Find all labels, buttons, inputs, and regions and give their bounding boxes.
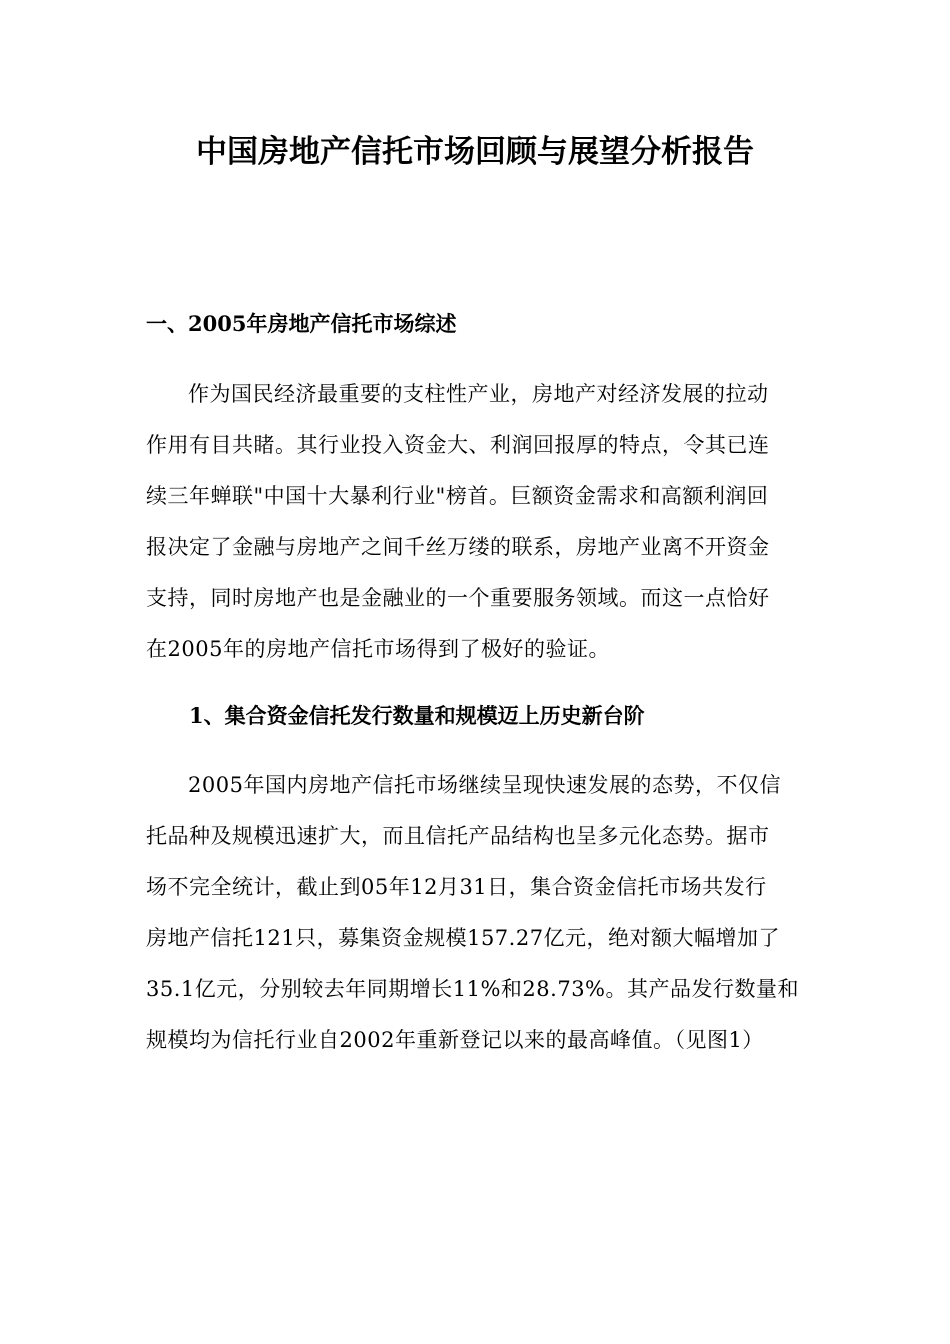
paragraph-line: 在2005年的房地产信托市场得到了极好的验证。 — [146, 637, 610, 661]
section-heading: 一、2005年房地产信托市场综述 — [146, 311, 457, 336]
paragraph-line: 作用有目共睹。其行业投入资金大、利润回报厚的特点，令其已连 — [146, 433, 770, 457]
subsection-heading: 1、集合资金信托发行数量和规模迈上历史新台阶 — [189, 703, 645, 728]
paragraph-line: 规模均为信托行业自2002年重新登记以来的最高峰值。（见图1） — [146, 1028, 764, 1052]
paragraph-line: 续三年蝉联"中国十大暴利行业"榜首。巨额资金需求和高额利润回 — [146, 484, 769, 508]
paragraph-line: 35.1亿元，分别较去年同期增长11%和28.73%。其产品发行数量和 — [146, 977, 800, 1001]
paragraph-line: 作为国民经济最重要的支柱性产业，房地产对经济发展的拉动 — [188, 382, 769, 406]
paragraph-line: 支持，同时房地产也是金融业的一个重要服务领域。而这一点恰好 — [146, 586, 770, 610]
paragraph-line: 房地产信托121只，募集资金规模157.27亿元，绝对额大幅增加了 — [146, 926, 781, 950]
subsection-paragraph — [146, 760, 806, 1066]
paragraph-line: 托品种及规模迅速扩大，而且信托产品结构也呈多元化态势。据市 — [146, 824, 770, 848]
paragraph-line: 报决定了金融与房地产之间千丝万缕的联系，房地产业离不开资金 — [146, 535, 770, 559]
document-title: 中国房地产信托市场回顾与展望分析报告 — [196, 134, 754, 170]
paragraph-line: 2005年国内房地产信托市场继续呈现快速发展的态势，不仅信 — [188, 773, 781, 797]
section-paragraph — [146, 369, 806, 675]
paragraph-line: 场不完全统计，截止到05年12月31日，集合资金信托市场共发行 — [146, 875, 767, 899]
